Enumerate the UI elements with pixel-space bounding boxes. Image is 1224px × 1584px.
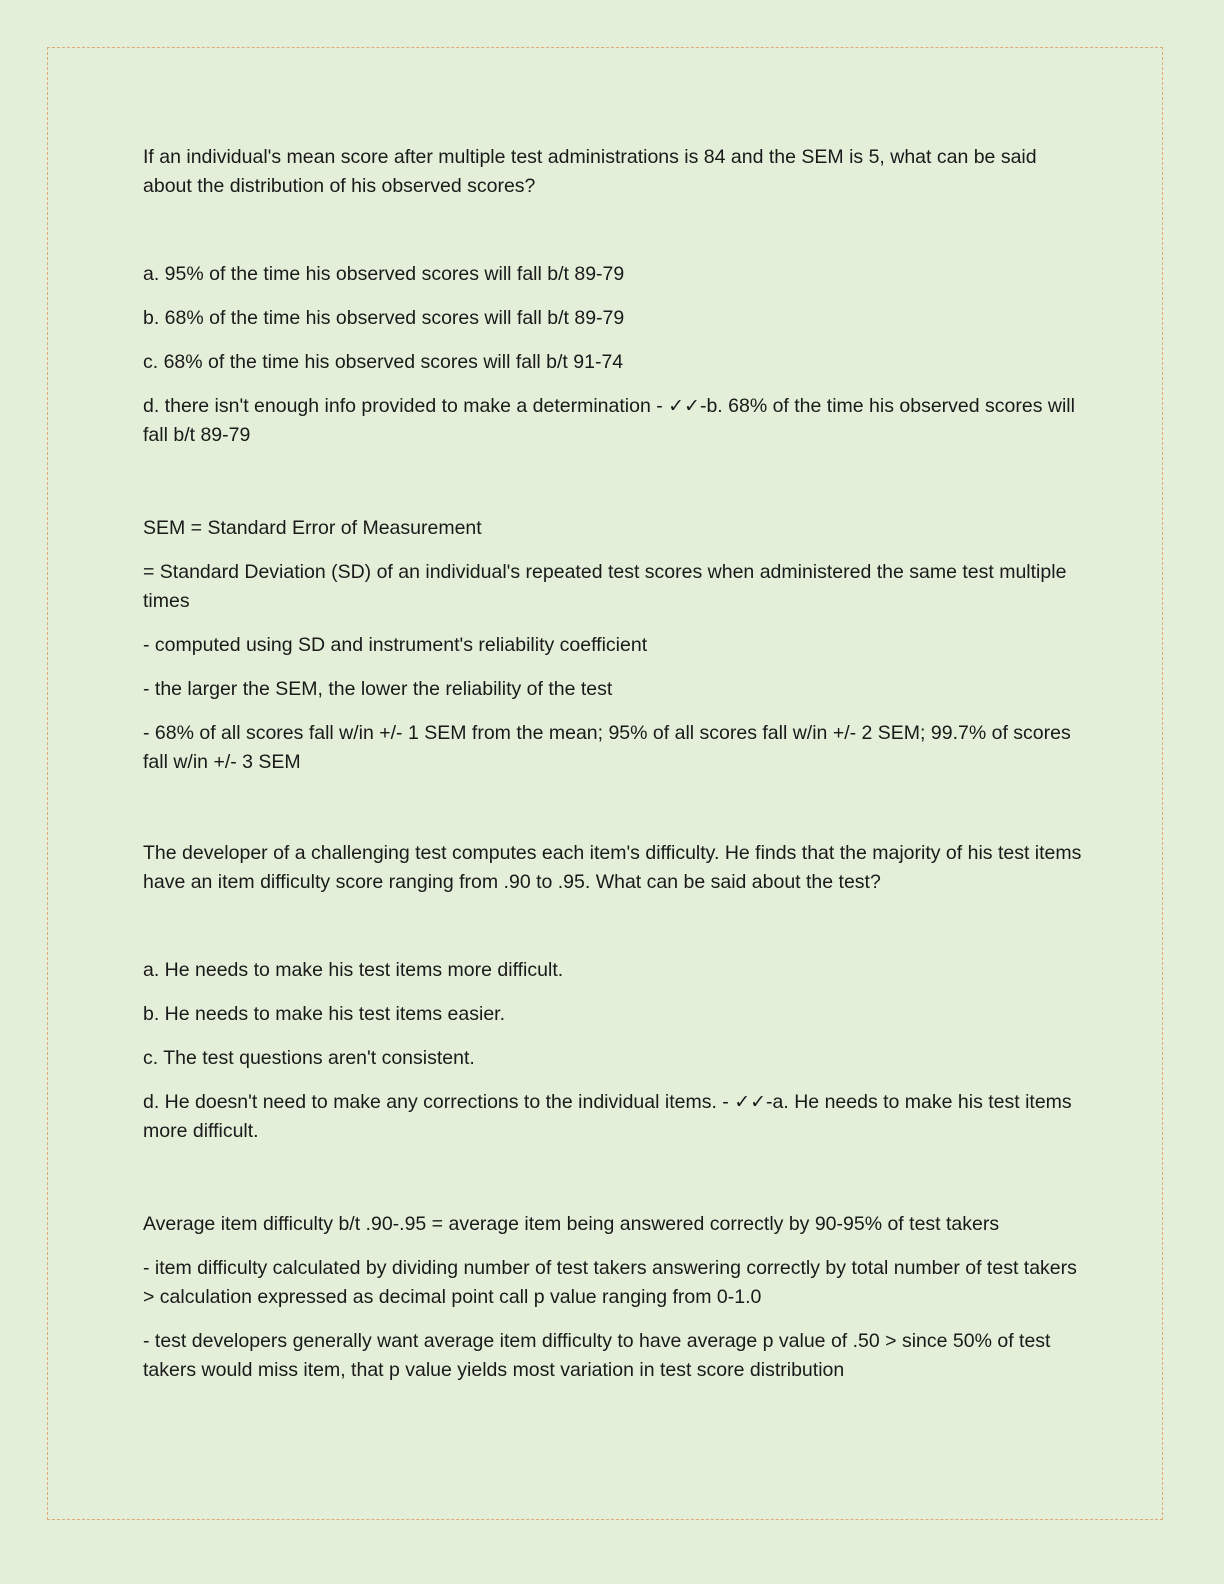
- explanation-line: - the larger the SEM, the lower the reliability of the test: [143, 678, 613, 700]
- question-2-stem: The developer of a challenging test computes each item's difficulty. He finds that the majority of his test items have an item difficulty score ranging from .90 to .95. What can be said about the test?: [143, 842, 1082, 893]
- explanation-line: - item difficulty calculated by dividing number of test takers answering correctly by total number of test takers > calculation expressed as decimal point call p value ranging from 0-1.0: [143, 1257, 1077, 1308]
- question-1-option-b: b. 68% of the time his observed scores will fall b/t 89-79: [143, 307, 625, 329]
- question-1-option-c: c. 68% of the time his observed scores will fall b/t 91-74: [143, 351, 624, 373]
- question-2-explanation: [143, 1210, 1083, 1400]
- question-1-explanation: [143, 514, 1083, 792]
- question-1: [143, 143, 1083, 216]
- explanation-line: - computed using SD and instrument's reliability coefficient: [143, 634, 648, 656]
- question-2-answer: -a. He needs to make his test items more difficult.: [143, 1091, 1072, 1142]
- explanation-line: SEM = Standard Error of Measurement: [143, 517, 482, 539]
- question-1-option-d-text: d. there isn't enough info provided to make a determination -: [143, 395, 669, 417]
- question-1-stem: If an individual's mean score after multiple test administrations is 84 and the SEM is 5, what can be said about the distribution of his observed scores?: [143, 146, 1037, 197]
- explanation-line: - 68% of all scores fall w/in +/- 1 SEM from the mean; 95% of all scores fall w/in +/- 2 SEM; 99.7% of scores fall w/in +/- 3 SEM: [143, 722, 1071, 773]
- explanation-line: - test developers generally want average item difficulty to have average p value of .50 > since 50% of test takers would miss item, that p value yields most variation in test score distribution: [143, 1330, 1051, 1381]
- question-2-option-d: [143, 1088, 1083, 1146]
- question-2-option-d-text: d. He doesn't need to make any corrections to the individual items. -: [143, 1091, 735, 1113]
- question-2-option-c: c. The test questions aren't consistent.: [143, 1047, 475, 1069]
- question-1-options: [143, 260, 1083, 465]
- question-1-option-a: a. 95% of the time his observed scores will fall b/t 89-79: [143, 263, 625, 285]
- check-icon: ✓✓: [734, 1091, 767, 1113]
- question-1-answer: -b. 68% of the time his observed scores will fall b/t 89-79: [143, 395, 1075, 446]
- explanation-line: Average item difficulty b/t .90-.95 = average item being answered correctly by 90-95% of test takers: [143, 1213, 1000, 1235]
- explanation-line: = Standard Deviation (SD) of an individual's repeated test scores when administered the same test multiple times: [143, 561, 1067, 612]
- question-2-option-b: b. He needs to make his test items easier.: [143, 1003, 506, 1025]
- check-icon: ✓✓: [668, 395, 700, 417]
- question-2-option-a: a. He needs to make his test items more difficult.: [143, 959, 564, 981]
- question-2: [143, 839, 1083, 912]
- question-1-option-d: [143, 392, 1083, 450]
- question-2-options: [143, 956, 1083, 1161]
